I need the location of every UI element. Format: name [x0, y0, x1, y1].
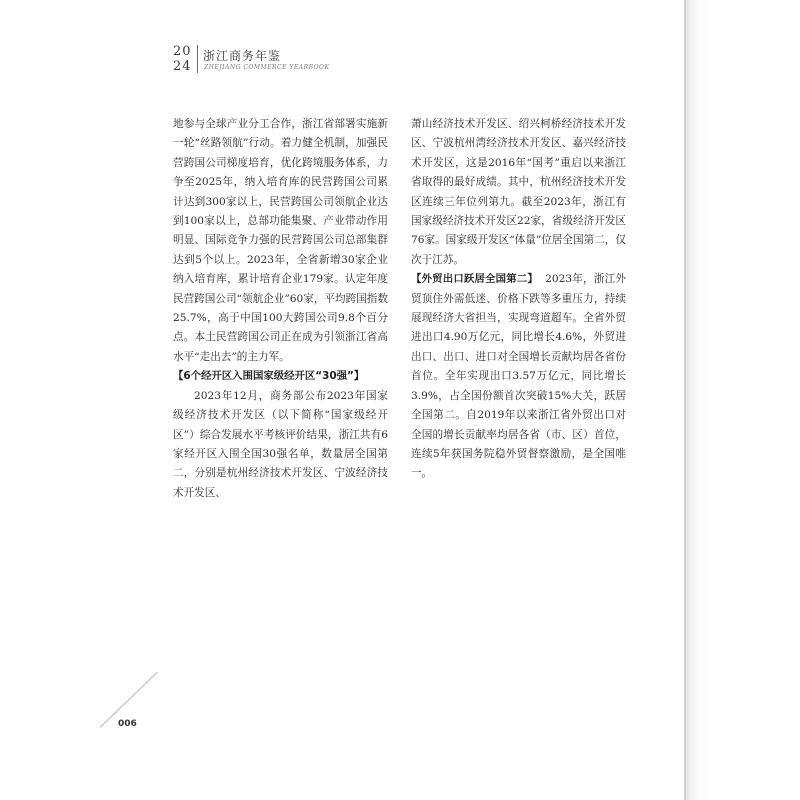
header-year-bottom: 24 [173, 59, 192, 74]
header-title: 浙江商务年鉴 [203, 49, 282, 63]
page-number: 006 [118, 719, 137, 729]
header-year-top: 20 [173, 44, 192, 59]
page-edge-line [684, 0, 686, 800]
section-heading-foreign-trade: 【外贸出口跃居全国第二】 [411, 273, 538, 286]
left-section-heading [173, 367, 388, 386]
right-column [411, 115, 626, 484]
right-paragraph-2-text: 2023年，浙江外贸顶住外需低迷、价格下跌等多重压力，持续展现经济大省担当，实现弯道超车。全省外贸进出口4.90万亿元，同比增长4.6%，外贸进出口、出口、进口对全国增长贡献均居各省份首位。全年实现出口3.57万亿元，同比增长3.9%，占全国份额首次突破15%大关，跃居全国第二。自2019年以来浙江省外贸出口对全国的增长贡献率均居各省（市、区）首位，连续5年获国务院稳外贸督察激励，是全国唯一。 [411, 273, 626, 480]
left-column [173, 115, 388, 503]
right-paragraph-2 [411, 270, 626, 483]
left-paragraph-2: 2023年12月，商务部公布2023年国家级经济技术开发区（以下简称“国家级经开区”）综合发展水平考核评价结果，浙江共有6家经开区入围全国30强名单，数量居全国第二，分别是杭州经济技术开发区、宁波经济技术开发区、 [173, 389, 388, 499]
header-divider [197, 45, 198, 73]
section-heading-economic-zones: 【6个经开区入围国家级经开区“30强”】 [173, 370, 365, 383]
right-paragraph-1: 萧山经济技术开发区、绍兴柯桥经济技术开发区、宁波杭州湾经济技术开发区、嘉兴经济技术开发区，这是2016年“国考”重启以来浙江省取得的最好成绩。其中，杭州经济技术开发区连续三年位列第九。截至2023年，浙江有国家级经济技术开发区22家，省级经济开发区76家。国家级开发区“体量”位居全国第二，仅次于江苏。 [411, 118, 626, 266]
page-edge-shadow [684, 0, 800, 800]
header-subtitle: ZHEJIANG COMMERCE YEARBOOK [204, 64, 330, 71]
left-paragraph-1: 地参与全球产业分工合作，浙江省部署实施新一轮“丝路领航”行动。着力健全机制，加强民营跨国公司梯度培育，优化跨境服务体系，力争至2025年，纳入培育库的民营跨国公司累计达到300家以上，民营跨国公司领航企业达到100家以上，总部功能集聚、产业带动作用明显、国际竞争力强的民营跨国公司总部集群达到5个以上。2023年，全省新增30家企业纳入培育库，累计培育企业179家。认定年度民营跨国公司“领航企业”60家，平均跨国指数25.7%，高于中国100大跨国公司9.8个百分点。本土民营跨国公司正在成为引领浙江省高水平“走出去”的主力军。 [173, 118, 388, 363]
